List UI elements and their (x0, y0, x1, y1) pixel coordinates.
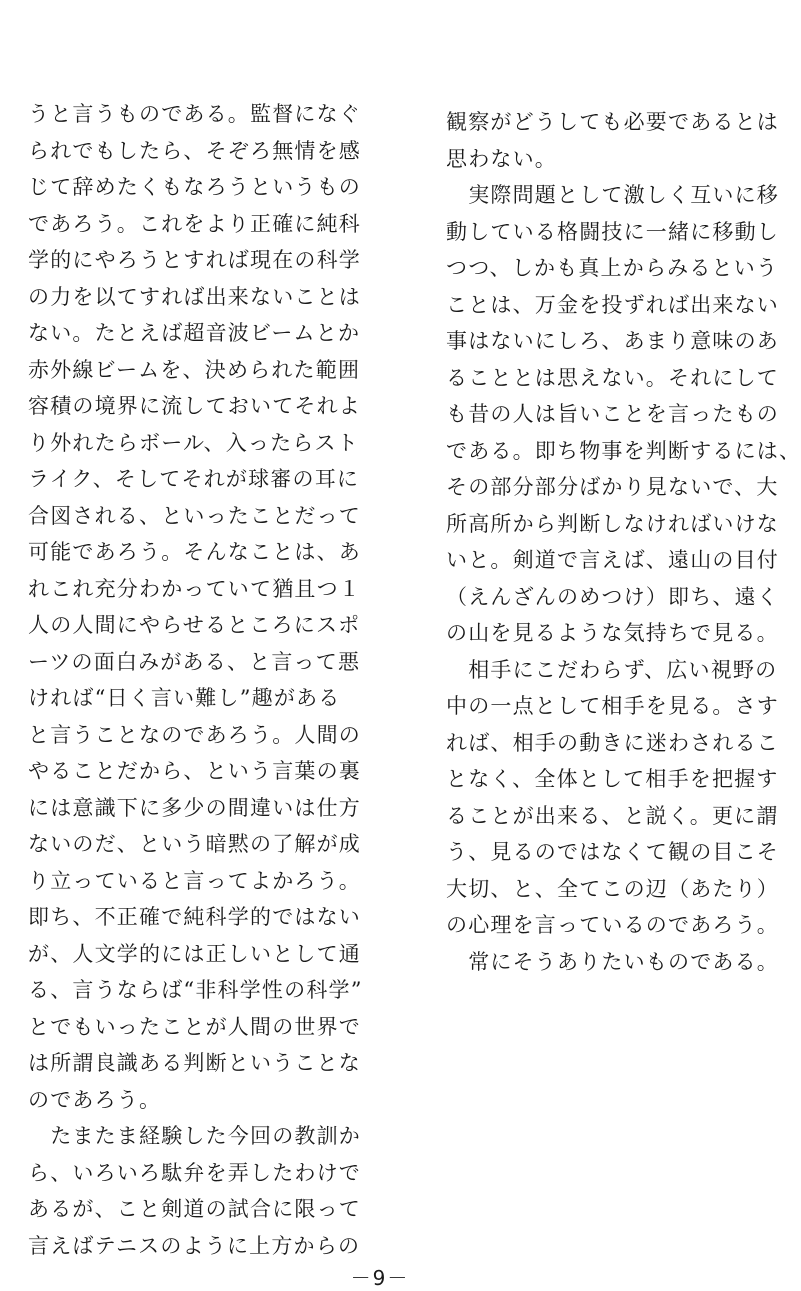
text-line: ることが出来る、と説く。更に謂 (446, 803, 779, 828)
text-line: あるが、こと剣道の試合に限って (28, 1197, 361, 1221)
text-line: 動している格闘技に一緒に移動し (446, 219, 779, 244)
text-line: であろう。これをより正確に純科 (28, 211, 361, 236)
left-text-column (28, 96, 363, 1264)
text-line: （えんざんのめつけ）即ち、遠く (446, 584, 779, 609)
text-line: つつ、しかも真上からみるという (446, 256, 779, 280)
text-line: 中の一点として相手を見る。さす (446, 694, 779, 718)
text-line: の力を以てすれば出来ないことは (28, 284, 361, 309)
text-line: は所謂良識ある判断ということな (28, 1051, 361, 1075)
text-line: ら、いろいろ駄弁を弄したわけで (28, 1160, 361, 1185)
text-line: 大切、と、全てこの辺（あたり） (446, 876, 779, 901)
text-line: ないのだ、という暗黙の了解が成 (28, 832, 361, 856)
text-line: る、言うならば“非科学性の科学” (28, 978, 363, 1002)
text-line: う、見るのではなくて観の目こそ (446, 840, 779, 864)
text-line: り立っていると言ってよかろう。 (28, 868, 361, 893)
text-line: 言えばテニスのように上方からの (28, 1233, 361, 1258)
text-line: やることだから、という言葉の裏 (28, 759, 361, 783)
text-line: ーツの面白みがある、と言って悪 (28, 649, 361, 674)
text-line: の山を見るような気持ちで見る。 (446, 621, 779, 645)
text-line: ライク、そしてそれが球審の耳に (28, 467, 360, 491)
text-line: じて辞めたくもなろうというもの (28, 175, 361, 199)
text-line: と言うことなのであろう。人間の (28, 722, 361, 747)
text-line: が、人文学的には正しいとして通 (28, 941, 361, 966)
text-line: うと言うものである。監督になぐ (28, 102, 361, 126)
text-line: その部分部分ばかり見ないで、大 (446, 475, 779, 499)
text-line: のであろう。 (28, 1087, 162, 1112)
text-line: 事はないにしろ、あまり意味のあ (446, 329, 779, 353)
text-line: も昔の人は旨いことを言ったもの (446, 402, 779, 426)
text-line: ることとは思えない。それにして (446, 365, 779, 390)
text-line: れこれ充分わかっていて猶且つ１ (28, 576, 361, 601)
page-number: －9－ (350, 1266, 410, 1290)
text-line: られでもしたら、そぞろ無情を感 (28, 138, 361, 163)
text-line: ければ“日く言い難し”趣がある (28, 686, 341, 710)
text-line: 所高所から判断しなければいけな (446, 511, 779, 536)
text-line: である。即ち物事を判断するには、 (446, 438, 801, 463)
text-line: 容積の境界に流しておいてそれよ (28, 394, 361, 418)
text-line: 観察がどうしても必要であるとは (446, 110, 779, 134)
text-line: 即ち、不正確で純科学的ではない (28, 905, 361, 929)
text-line: 相手にこだわらず、広い視野の (446, 657, 778, 682)
text-line: 思わない。 (446, 146, 557, 171)
text-line: り外れたらボール、入ったらスト (28, 430, 359, 455)
text-line: いと。剣道で言えば、遠山の目付 (446, 548, 779, 572)
text-line: ない。たとえば超音波ビームとか (28, 321, 361, 345)
text-line: 可能であろう。そんなことは、あ (28, 540, 361, 564)
text-line: たまたま経験した今回の教訓か (28, 1124, 361, 1148)
text-line: れば、相手の動きに迷わされるこ (446, 730, 779, 755)
text-line: ことは、万金を投ずれば出来ない (446, 292, 779, 317)
text-line: 人の人間にやらせるところにスポ (28, 613, 361, 637)
text-line: 赤外線ビームを、決められた範囲 (28, 357, 361, 382)
text-line: の心理を言っているのであろう。 (446, 913, 779, 937)
text-line: 合図される、といったことだって (28, 503, 361, 528)
text-line: 常にそうありたいものである。 (446, 949, 779, 974)
text-line: には意識下に多少の間違いは仕方 (28, 795, 361, 820)
right-text-column (446, 104, 801, 980)
text-line: 実際問題として激しく互いに移 (446, 183, 779, 207)
text-line: となく、全体として相手を把握す (446, 767, 779, 791)
text-line: とでもいったことが人間の世界で (28, 1014, 361, 1039)
text-line: 学的にやろうとすれば現在の科学 (28, 248, 361, 272)
